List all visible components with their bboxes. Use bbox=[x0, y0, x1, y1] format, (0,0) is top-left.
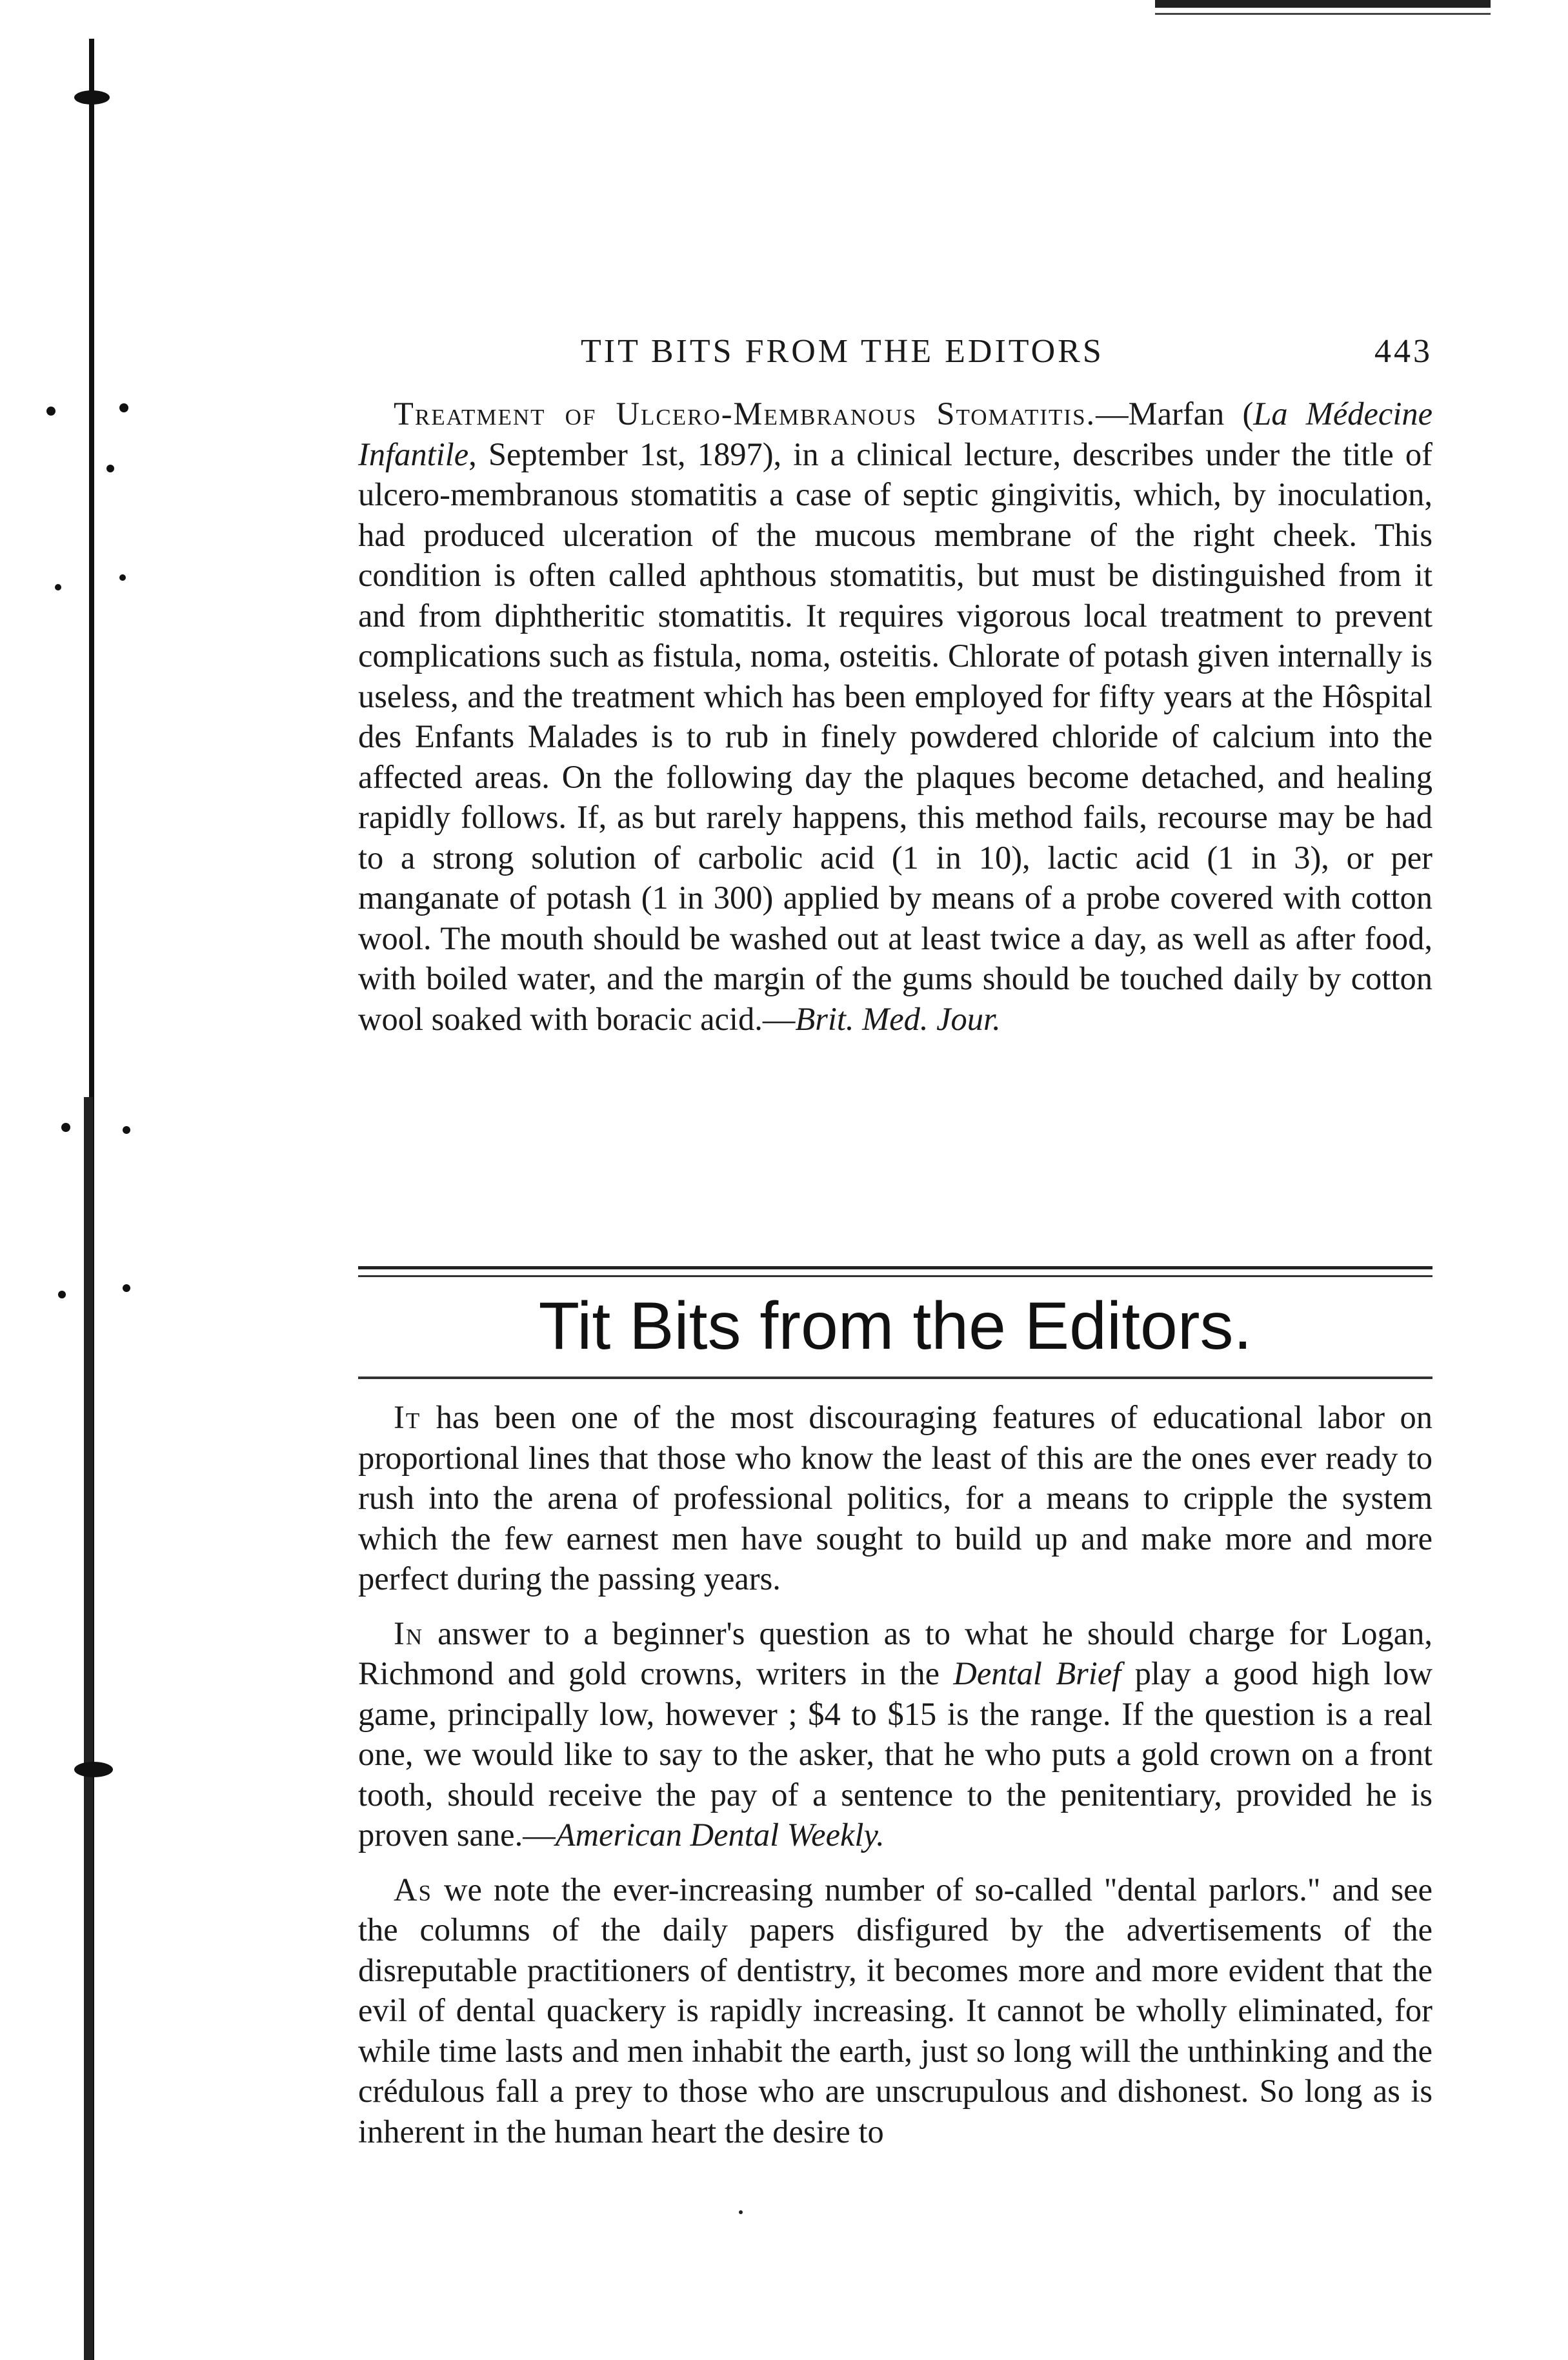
running-head bbox=[358, 326, 1432, 378]
section-title: Tit Bits from the Editors. bbox=[538, 1289, 1252, 1364]
paragraph-text: answer to a beginner's question as to what he should charge for Logan, Richmond and gold crowns, writers in the bbox=[358, 1615, 1432, 1691]
paragraph-gold-crowns bbox=[358, 1613, 1432, 1855]
binding-spine-lower bbox=[84, 1097, 93, 2360]
page-speck bbox=[739, 2210, 743, 2214]
source-credit: Brit. Med. Jour. bbox=[795, 1000, 1001, 1037]
source-journal: La Médecine Infantile bbox=[358, 396, 1433, 472]
section-rule bbox=[358, 1275, 1432, 1277]
top-rule bbox=[1155, 0, 1491, 8]
paragraph-lead: As bbox=[394, 1871, 432, 1908]
page-number: 443 bbox=[1374, 333, 1432, 370]
paragraph-lead: In bbox=[394, 1615, 424, 1651]
binding-mark bbox=[123, 1126, 130, 1134]
article-text: —Marfan ( bbox=[1096, 396, 1254, 432]
article-text: , September 1st, 1897), in a clinical lecture, describes under the title of ulcero-membranous stomatitis a case of septic gingivitis, which, by inoculation, had produced ulceration of the mucous membrane of the right cheek. This condition is often called aphthous stomatitis, but must be distinguished from it and from diphtheritic stomatitis. It requires vigorous local treatment to prevent complications such as fistula, noma, osteitis. Chlorate of potash given internally is useless, and the treatment which has been employed for fifty years at the Hôspital des Enfants Malades is to rub in finely powdered chloride of calcium into the affected areas. On the following day the plaques become detached, and healing rapidly follows. If, as but rarely happens, this method fails, recourse may be had to a strong solution of carbolic acid (1 in 10), lactic acid (1 in 3), or per manganate of potash (1 in 300) applied by means of a probe covered with cotton wool. The mouth should be washed out at least twice a day, as well as after food, with boiled water, and the margin of the gums should be touched daily by cotton wool soaked with boracic acid.— bbox=[358, 436, 1432, 1037]
binding-mark bbox=[106, 465, 114, 472]
paragraph-lead: It bbox=[394, 1399, 421, 1435]
binding-mark bbox=[46, 407, 55, 416]
binding-mark bbox=[119, 403, 128, 412]
binding-mark bbox=[74, 90, 110, 105]
paragraph-text: play a good high low game, principally low, however ; $4 to $15 is the range. If the question is a real one, we would like to say to the asker, that he who puts a gold crown on a front tooth, should receive the pay of a sentence to the penitentiary, provided he is proven sane.— bbox=[358, 1655, 1432, 1853]
top-rule-thin bbox=[1155, 13, 1491, 15]
article-stomatitis-paragraph bbox=[358, 394, 1432, 1039]
binding-mark bbox=[119, 574, 126, 581]
section-title-underline bbox=[358, 1377, 1432, 1379]
journal-name: Dental Brief bbox=[953, 1655, 1121, 1691]
binding-mark bbox=[61, 1123, 70, 1132]
tit-bits-body bbox=[358, 1397, 1432, 2166]
binding-mark bbox=[55, 584, 61, 590]
section-rule bbox=[358, 1266, 1432, 1269]
source-credit: American Dental Weekly. bbox=[555, 1817, 885, 1853]
paragraph-dental-parlors bbox=[358, 1870, 1432, 2152]
article-stomatitis bbox=[358, 394, 1432, 1039]
article-heading: Treatment of Ulcero-Membranous Stomatitis. bbox=[394, 396, 1096, 432]
binding-edge bbox=[0, 0, 155, 2360]
paragraph-text: has been one of the most discouraging features of educational labor on proportional lines that those who know the least of this are the ones ever ready to rush into the arena of professional politics, for a means to cripple the system which the few earnest men have sought to build up and make more and more perfect during the passing years. bbox=[358, 1399, 1432, 1597]
binding-mark bbox=[123, 1284, 130, 1292]
paragraph-educational-labor bbox=[358, 1397, 1432, 1599]
running-head-title: TIT BITS FROM THE EDITORS bbox=[581, 333, 1104, 370]
binding-mark bbox=[74, 1762, 113, 1777]
binding-mark bbox=[58, 1291, 66, 1298]
paragraph-text: we note the ever-increasing number of so-called "dental parlors." and see the columns of the daily papers disfigured by the advertisements of the disreputable practitioners of dentistry, it becomes more and more evident that the evil of dental quackery is rapidly increasing. It cannot be wholly eliminated, for while time lasts and men inhabit the earth, just so long will the unthinking and the crédulous fall a prey to those who are unscrupulous and dishonest. So long as is inherent in the human heart the desire to bbox=[358, 1871, 1432, 2150]
